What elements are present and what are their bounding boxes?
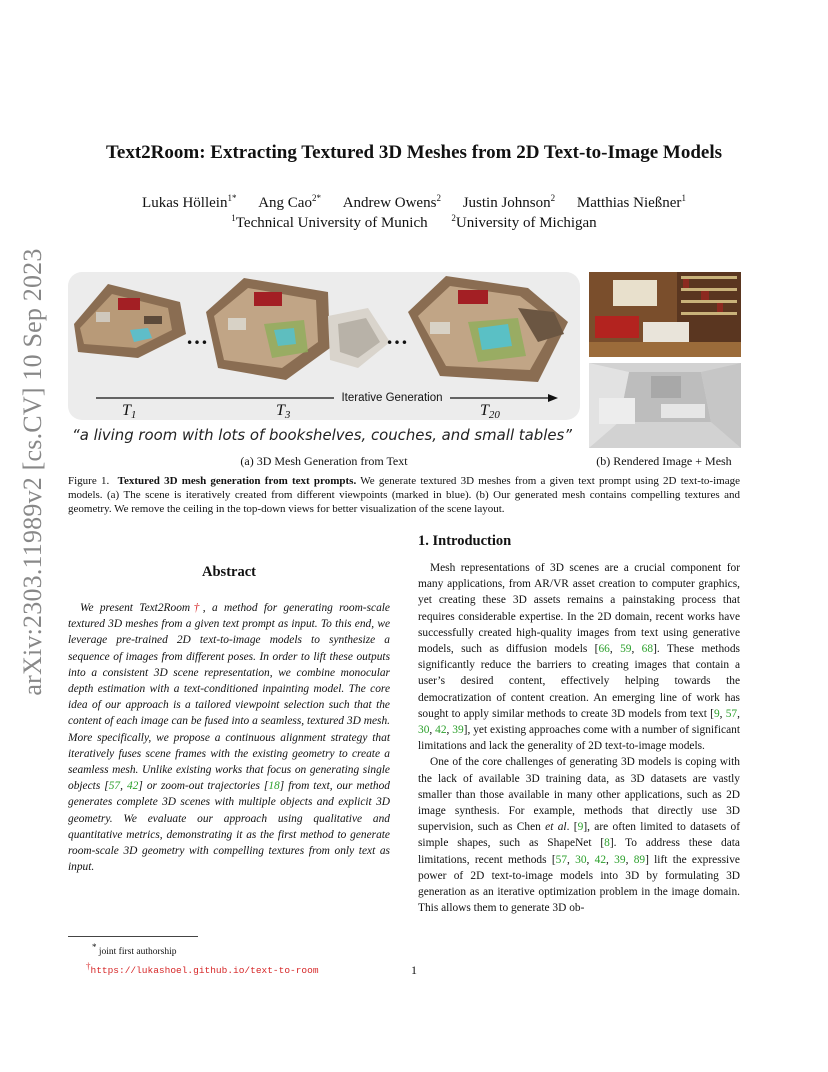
ellipsis-2: … — [386, 324, 408, 349]
citation-link[interactable]: 39 — [452, 724, 464, 737]
mesh-generation-illustration — [68, 272, 580, 452]
citation-link[interactable]: 57 — [725, 707, 738, 720]
abstract-heading: Abstract — [202, 564, 256, 580]
affiliation: $^1$Technical University of Munich — [231, 213, 428, 231]
project-url-link[interactable]: https://lukashoel.github.io/text-to-room — [90, 965, 319, 977]
citation-link[interactable]: 68 — [641, 643, 654, 656]
author-list — [0, 193, 828, 212]
text-prompt: “a living room with lots of bookshelves, couches, and small tables” — [72, 426, 573, 444]
arxiv-identifier-text: arXiv:2303.11989v2 [cs.CV] 10 Sep 2023 — [18, 248, 47, 696]
t-label-3: T3 — [276, 402, 291, 421]
intro-paragraph-1: Mesh representations of 3D scenes are a crucial component for many applications, from AR/VR asset creation to computer graphics, yet creating these 3D assets remains a painstaking process that requires considerable expertise. In the 2D domain, recent works have successfully created high-quality images from text using generative models, such as diffusion models [66, 59, 68]. These methods significantly reduce the barriers to creating images that contain a user’s desired content, effectively helping towards the democratization of content creation. An emerging line of work has sought to apply similar methods to create 3D models from text [9, 57, 30, 42, 39], yet existing approaches come with a number of significant limitations and lack the generality of 2D text-to-image models. — [418, 562, 740, 753]
citation-link[interactable]: 30 — [418, 724, 430, 737]
t-label-1: T1 — [122, 402, 137, 421]
author: Matthias Nießner$^1$ — [576, 193, 686, 211]
citation-link[interactable]: 39 — [614, 853, 626, 866]
author: Justin Johnson$^2$ — [462, 193, 556, 211]
rendered-image — [589, 272, 741, 357]
citation-link[interactable]: 9 — [577, 821, 584, 834]
page-number: 1 — [411, 963, 417, 977]
footnote-1: * joint first authorship — [92, 942, 177, 958]
rendered-mesh — [589, 363, 741, 448]
author: Andrew Owens$^2$ — [342, 193, 441, 211]
citation-link[interactable]: 8 — [604, 837, 610, 850]
scene-mesh-t1 — [74, 284, 186, 358]
intro-paragraph-2: One of the core challenges of generating 3D models is coping with the lack of available 3D training data, as 3D datasets are vastly smaller than those available in many other applications, such as 2D image synthesis. For example, methods that directly use 3D supervision, such as Chen et al. [9], are often limited to datasets of simple shapes, such as ShapeNet [8]. To address these data limitations, recent methods [57, 30, 42, 39, 89] lift the expressive power of 2D text-to-image models into 3D by formulating 3D generation as an iterative optimization problem in the image domain. This allows them to generate 3D ob- — [418, 756, 741, 915]
citation-link[interactable]: 9 — [713, 707, 720, 720]
figure-caption — [68, 474, 740, 516]
arxiv-identifier — [8, 232, 58, 712]
footnote-2: †https://lukashoel.github.io/text-to-room — [86, 961, 319, 977]
citation-link[interactable]: 59 — [620, 643, 632, 656]
paper-title: Text2Room: Extracting Textured 3D Meshes from 2D Text-to-Image Models — [105, 142, 723, 163]
iteration-arrow-head — [548, 394, 558, 402]
rendered-image-and-mesh — [589, 272, 741, 448]
t-label-20: T20 — [480, 402, 500, 421]
caption-text: We generate textured 3D meshes from a given text prompt using 2D text-to-image models. (a) The scene is iteratively created from different viewpoints (marked in blue). (b) Our generated mesh contains compelling textures and geometry. We remove the ceiling in the top-down views for better visualization of the scene layout. — [68, 475, 740, 515]
caption-label: Figure 1. — [68, 475, 110, 487]
citation-link[interactable]: 42 — [435, 724, 447, 737]
affiliation-list — [0, 213, 828, 232]
citation-link[interactable]: 89 — [633, 853, 646, 866]
affiliation: $^2$University of Michigan — [451, 213, 597, 231]
subcaption-a: (a) 3D Mesh Generation from Text — [240, 454, 408, 468]
subcaption-b: (b) Rendered Image + Mesh — [596, 454, 732, 468]
scene-mesh-t20 — [408, 276, 568, 382]
citation-link[interactable]: 57 — [555, 853, 568, 866]
citation-link[interactable]: 42 — [594, 853, 607, 866]
citation-link[interactable]: 57 — [108, 780, 121, 793]
abstract-body: We present Text2Room†, a method for generating room-scale textured 3D meshes from a given text prompt as input. To this end, we leverage pre-trained 2D text-to-image models to synthesize a sequence of images from different poses. In order to lift these outputs into a consistent 3D scene representation, we combine monocular depth estimation with a text-conditioned inpainting model. The core idea of our approach is a tailored viewpoint selection such that the content of each image can be fused into a seamless, textured 3D mesh. More specifically, we propose a continuous alignment strategy that iteratively fuses scene frames with the existing geometry to create a seamless mesh. Unlike existing works that focus on generating single objects [57, 42] or zoom-out trajectories [18] from text, our method generates complete 3D scenes with multiple objects and explicit 3D geometry. We evaluate our approach using qualitative and quantitative metrics, demonstrating it as the first method to generate room-scale 3D geometry with compelling textures from only text as input. — [68, 602, 390, 874]
arrow-label: Iterative Generation — [341, 392, 443, 404]
citation-link[interactable]: 18 — [268, 780, 280, 793]
introduction-heading: 1. Introduction — [418, 533, 512, 549]
citation-link[interactable]: 66 — [598, 643, 610, 656]
caption-bold: Textured 3D mesh generation from text prompts. — [117, 475, 357, 487]
ellipsis-1: … — [186, 324, 208, 349]
introduction-body — [418, 560, 740, 916]
author: Lukas Höllein$^{1*}$ — [142, 193, 237, 211]
citation-link[interactable]: 30 — [575, 853, 587, 866]
scene-mesh-t3 — [206, 278, 390, 380]
footnote-rule — [68, 936, 198, 937]
footnote-marker[interactable]: † — [190, 602, 203, 614]
citation-link[interactable]: 42 — [126, 780, 139, 793]
author: Ang Cao$^{2*}$ — [258, 193, 321, 211]
